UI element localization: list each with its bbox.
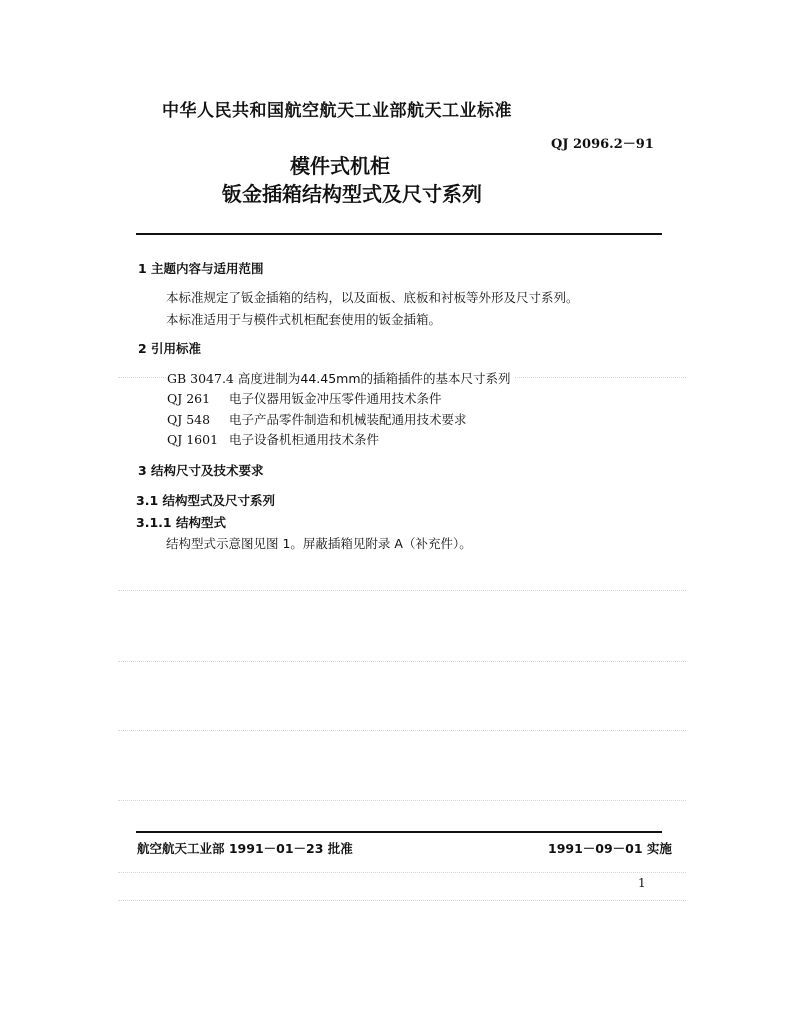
header-divider [136, 233, 662, 235]
document-title-line1: 模件式机柜 [290, 154, 390, 178]
scan-dotted-line [118, 661, 686, 662]
section-3-1-1-heading: 3.1.1 结构型式 [136, 515, 226, 530]
section-3-1-heading: 3.1 结构型式及尺寸系列 [136, 493, 275, 508]
section-1-heading: 1 主题内容与适用范围 [138, 261, 264, 276]
section-1-paragraph-1: 本标准规定了钣金插箱的结构，以及面板、底板和衬板等外形及尺寸系列。 [166, 290, 579, 305]
reference-title: 电子产品零件制造和机械装配通用技术要求 [228, 412, 467, 427]
scan-dotted-line [118, 590, 686, 591]
implementation-date: 1991－09－01 实施 [548, 841, 672, 856]
reference-title: 电子设备机柜通用技术条件 [228, 432, 379, 447]
page-number: 1 [638, 876, 646, 890]
reference-item [167, 369, 515, 387]
standard-code: QJ 2096.2－91 [551, 137, 654, 152]
footer-divider [136, 831, 662, 833]
section-2-heading: 2 引用标准 [138, 341, 202, 356]
scan-dotted-line [118, 872, 686, 873]
section-3-heading: 3 结构尺寸及技术要求 [138, 463, 264, 478]
issuing-authority: 中华人民共和国航空航天工业部航天工业标准 [162, 101, 512, 121]
approval-date: 航空航天工业部 1991－01－23 批准 [137, 841, 353, 856]
document-title-line2: 钣金插箱结构型式及尺寸系列 [222, 182, 482, 206]
reference-title: 电子仪器用钣金冲压零件通用技术条件 [228, 391, 442, 406]
reference-code: QJ 1601 [167, 432, 219, 447]
reference-item [167, 430, 379, 448]
scan-dotted-line [118, 730, 686, 731]
scan-dotted-line [118, 800, 686, 801]
reference-code: QJ 261 [167, 391, 211, 406]
reference-item [167, 389, 442, 407]
reference-title: 高度进制为44.45mm的插箱插件的基本尺寸系列 [237, 371, 511, 386]
reference-item [167, 410, 467, 428]
section-3-1-1-text: 结构型式示意图见图 1。屏蔽插箱见附录 A（补充件）。 [166, 536, 472, 551]
reference-code: QJ 548 [167, 412, 211, 427]
scan-dotted-line [118, 900, 686, 901]
section-1-paragraph-2: 本标准适用于与模件式机柜配套使用的钣金插箱。 [166, 312, 442, 327]
reference-code: GB 3047.4 [167, 371, 234, 386]
